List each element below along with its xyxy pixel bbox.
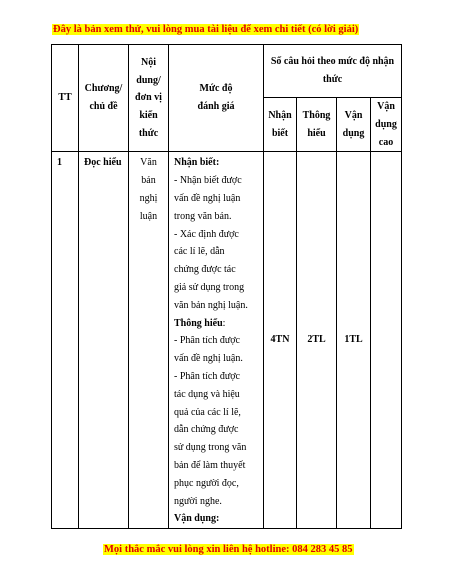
mucdo-line: giả sử dụng trong	[174, 281, 245, 293]
header-chuong-line2: chủ đề	[89, 101, 118, 113]
header-thonghieu	[297, 98, 337, 152]
header-thonghieu-line: Thông	[302, 109, 331, 121]
header-socauhoi-line1: Số câu hỏi theo mức độ nhận	[270, 56, 395, 68]
mucdo-line: sử dụng trong văn	[174, 442, 247, 454]
preview-banner: Đây là bản xem thử, vui lòng mua tài liệu để xem chi tiết (có lời giải)	[53, 24, 359, 35]
thonghieu-title: Thông hiểu	[174, 317, 223, 329]
header-noidung-line: thức	[138, 127, 159, 139]
mucdo-line: chứng được tác	[174, 264, 236, 276]
header-mucdo-line2: đánh giá	[197, 101, 235, 113]
header-vandung	[337, 98, 371, 152]
mucdo-line: tác dụng và hiệu	[174, 388, 240, 400]
header-nhanbiet-line: biết	[271, 127, 289, 139]
header-nhanbiet-line: Nhận	[268, 109, 292, 121]
row-tt: 1	[52, 152, 79, 529]
mucdo-line: bản để làm thuyết	[174, 459, 246, 471]
header-vandungcao	[371, 98, 402, 152]
row-noidung-line: bản	[141, 175, 156, 187]
header-mucdo-line1: Mức độ	[199, 83, 233, 95]
thonghieu-colon: :	[222, 317, 226, 329]
mucdo-line: vấn đề nghị luận	[174, 192, 241, 204]
header-vandungcao-line: Vận	[377, 101, 395, 112]
header-nhanbiet	[264, 98, 297, 152]
header-row-1	[52, 45, 402, 98]
mucdo-line: - Xác định được	[174, 228, 239, 240]
header-socauhoi	[264, 45, 402, 98]
row-noidung	[129, 152, 169, 529]
mucdo-line: văn bản nghị luận.	[174, 299, 248, 311]
header-noidung-line: đơn vị	[135, 92, 162, 104]
mucdo-line: - Phân tích được	[174, 370, 240, 382]
header-vandungcao-line: cao	[378, 136, 394, 148]
header-noidung-line: Nội	[141, 56, 156, 68]
row-nhanbiet-count: 4TN	[264, 152, 297, 529]
mucdo-line: người nghe.	[174, 495, 222, 507]
header-chuong	[79, 45, 129, 152]
row-thonghieu-count: 2TL	[297, 152, 337, 529]
mucdo-line: dẫn chứng được	[174, 424, 239, 436]
nhanbiet-title: Nhận biết:	[174, 157, 220, 169]
row-noidung-line: Văn	[140, 157, 157, 169]
header-thonghieu-line: hiểu	[307, 127, 326, 139]
row-chuong: Đọc hiểu	[79, 152, 129, 529]
header-noidung	[129, 45, 169, 152]
mucdo-line: các lí lẽ, dẫn	[174, 246, 225, 258]
header-mucdo	[169, 45, 264, 152]
header-vandung-line: Vận	[344, 109, 363, 121]
row-vandungcao-count	[371, 152, 402, 529]
header-tt: TT	[52, 45, 79, 152]
header-noidung-line: kiến	[139, 110, 158, 122]
thonghieu-title-line	[174, 315, 258, 333]
table-row	[52, 152, 402, 529]
header-socauhoi-line2: thức	[322, 74, 343, 85]
row-vandung-count: 1TL	[337, 152, 371, 529]
mucdo-line: - Phân tích được	[174, 335, 240, 347]
mucdo-line: phục người đọc,	[174, 477, 239, 489]
header-vandung-line: dụng	[342, 127, 365, 139]
row-noidung-line: luận	[139, 210, 158, 222]
row-noidung-line: nghị	[139, 192, 158, 204]
assessment-matrix-table	[51, 44, 402, 529]
vandung-title: Vận dụng:	[174, 513, 220, 525]
mucdo-line: trong văn bản.	[174, 210, 232, 222]
contact-footer: Mọi thắc mắc vui lòng xin liên hệ hotline: 084 283 45 85	[104, 544, 353, 555]
row-mucdo	[169, 152, 264, 529]
header-vandungcao-line: dụng	[375, 118, 397, 130]
header-chuong-line1: Chương/	[84, 83, 123, 95]
header-noidung-line: dung/	[136, 74, 161, 86]
mucdo-line: vấn đề nghị luận.	[174, 353, 243, 365]
mucdo-line: - Nhận biết được	[174, 175, 242, 187]
mucdo-line: quả của các lí lẽ,	[174, 406, 241, 418]
